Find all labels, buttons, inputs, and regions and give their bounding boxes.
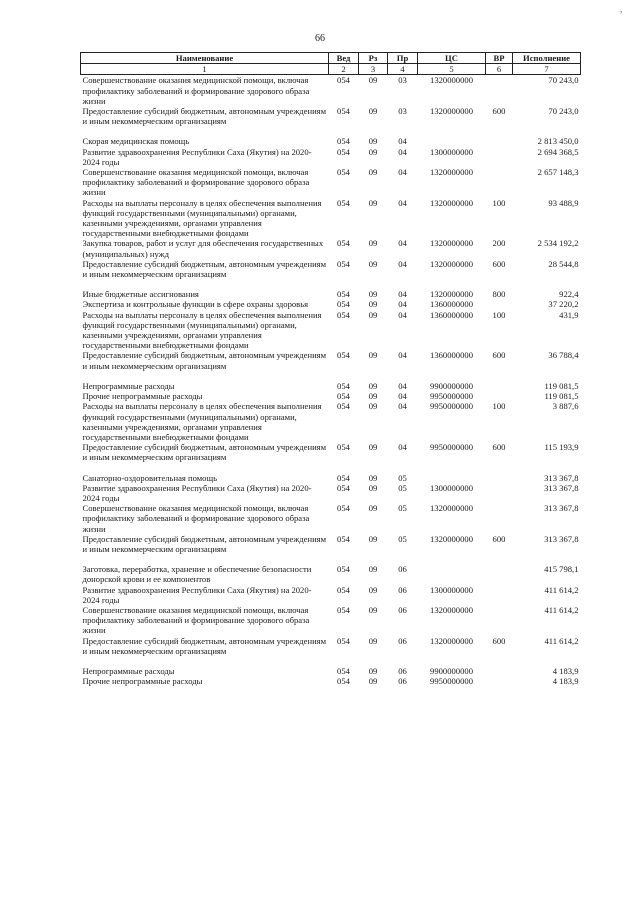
row-vr xyxy=(486,473,513,483)
row-cs xyxy=(418,564,486,584)
row-vr xyxy=(486,564,513,584)
row-pr: 05 xyxy=(398,472,407,483)
table-row xyxy=(81,503,581,534)
row-rz: 09 xyxy=(368,136,378,147)
row-pr: 06 xyxy=(398,564,407,575)
row-rz: 09 xyxy=(368,604,378,615)
row-cs: 1360000000 xyxy=(430,309,473,320)
row-amount: 115 193,9 xyxy=(544,442,579,453)
row-ved: 054 xyxy=(337,564,350,575)
row-pr: 04 xyxy=(398,136,407,147)
column-number: 1 xyxy=(81,64,329,75)
table-row xyxy=(81,381,581,391)
row-vr: 600 xyxy=(492,442,506,453)
row-rz: 09 xyxy=(368,482,378,493)
table-row xyxy=(81,564,581,584)
row-pr: 04 xyxy=(398,289,407,300)
table-row xyxy=(81,483,581,503)
row-vr xyxy=(486,75,513,106)
row-name: Иные бюджетные ассигнования xyxy=(82,289,199,300)
row-rz: 09 xyxy=(368,75,378,86)
row-name: Совершенствование оказания медицинской помощи, включая профилактику заболеваний и формирование здорового образа жизни xyxy=(82,604,310,636)
row-rz: 09 xyxy=(368,309,378,320)
column-number: 3 xyxy=(359,64,388,75)
table-row xyxy=(81,75,581,106)
row-vr: 800 xyxy=(492,289,506,300)
table-row xyxy=(81,136,581,146)
row-pr: 04 xyxy=(398,309,407,320)
table-row xyxy=(81,238,581,258)
row-name: Расходы на выплаты персоналу в целях обеспечения выполнения функций государственными (муниципальными) органами, казенными учреждениями, органами управления государственными внебюджетными фондами xyxy=(82,309,322,351)
row-cs: 9900000000 xyxy=(430,380,473,391)
row-spacer xyxy=(81,126,581,136)
row-name: Развитие здравоохранения Республики Саха (Якутия) на 2020-2024 годы xyxy=(82,584,312,605)
row-cs: 1360000000 xyxy=(430,350,473,361)
row-amount: 119 081,5 xyxy=(544,380,579,391)
row-name: Заготовка, переработка, хранение и обеспечение безопасности донорской крови и ее компонентов xyxy=(82,564,312,585)
row-ved: 054 xyxy=(337,533,350,544)
column-number: 5 xyxy=(418,64,486,75)
row-cs: 9900000000 xyxy=(430,665,473,676)
row-amount: 119 081,5 xyxy=(544,391,579,402)
row-pr: 04 xyxy=(398,258,407,269)
row-vr: 100 xyxy=(492,197,506,208)
row-rz: 09 xyxy=(368,106,378,117)
table-row xyxy=(81,401,581,442)
row-rz: 09 xyxy=(368,350,378,361)
row-vr xyxy=(486,585,513,605)
row-cs: 1320000000 xyxy=(430,238,473,249)
row-ved: 054 xyxy=(337,309,350,320)
row-name: Непрограммные расходы xyxy=(82,380,175,391)
row-amount: 2 694 368,5 xyxy=(537,146,579,157)
spacer-cell xyxy=(81,371,581,381)
row-amount: 2 813 450,0 xyxy=(537,136,579,147)
column-number: 4 xyxy=(388,64,418,75)
row-pr: 05 xyxy=(398,533,407,544)
row-amount: 922,4 xyxy=(559,289,579,300)
row-pr: 04 xyxy=(398,350,407,361)
row-spacer xyxy=(81,371,581,381)
row-ved: 054 xyxy=(337,289,350,300)
table-row xyxy=(81,585,581,605)
row-amount: 313 367,8 xyxy=(544,533,579,544)
row-rz: 09 xyxy=(368,238,378,249)
row-name: Совершенствование оказания медицинской помощи, включая профилактику заболеваний и формирование здорового образа жизни xyxy=(82,167,310,198)
table-row xyxy=(81,167,581,198)
row-amount: 93 488,9 xyxy=(548,197,579,208)
row-rz: 09 xyxy=(368,635,378,646)
table-row xyxy=(81,350,581,370)
row-name: Экспертиза и контрольные функции в сфере охраны здоровья xyxy=(82,299,309,310)
row-vr: 600 xyxy=(492,533,506,544)
row-pr: 06 xyxy=(398,635,407,646)
row-pr: 04 xyxy=(398,401,407,412)
table-row xyxy=(81,106,581,126)
header-name: Наименование xyxy=(81,53,329,64)
row-ved: 054 xyxy=(337,472,350,483)
row-name: Предоставление субсидий бюджетным, автономным учреждениям и иным некоммерческим организациям xyxy=(82,106,327,127)
row-vr: 100 xyxy=(492,309,506,320)
header-number-row xyxy=(81,64,581,75)
spacer-cell xyxy=(81,656,581,666)
row-rz: 09 xyxy=(368,391,378,402)
header-cs: ЦС xyxy=(418,53,486,64)
row-ved: 054 xyxy=(337,665,350,676)
row-name: Развитие здравоохранения Республики Саха (Якутия) на 2020-2024 годы xyxy=(82,146,312,167)
row-rz: 09 xyxy=(368,146,378,157)
row-amount: 70 243,0 xyxy=(548,75,579,86)
row-ved: 054 xyxy=(337,604,350,615)
row-vr xyxy=(486,391,513,401)
row-cs: 1300000000 xyxy=(430,146,473,157)
page-number: 66 xyxy=(315,33,325,44)
row-ved: 054 xyxy=(337,503,350,514)
row-amount: 313 367,8 xyxy=(544,503,579,514)
table-row xyxy=(81,676,581,686)
row-rz: 09 xyxy=(368,380,378,391)
row-cs: 1320000000 xyxy=(430,533,473,544)
header-vr: ВР xyxy=(486,53,513,64)
row-amount: 313 367,8 xyxy=(544,472,579,483)
row-cs: 1320000000 xyxy=(430,197,473,208)
row-ved: 054 xyxy=(337,401,350,412)
table-row xyxy=(81,442,581,462)
row-ved: 054 xyxy=(337,197,350,208)
row-amount: 36 788,4 xyxy=(548,350,579,361)
row-name: Предоставление субсидий бюджетным, автономным учреждениям и иным некоммерческим организациям xyxy=(82,635,327,656)
row-rz: 09 xyxy=(368,289,378,300)
row-cs: 1320000000 xyxy=(430,289,473,300)
row-spacer xyxy=(81,279,581,289)
row-name: Закупка товаров, работ и услуг для обеспечения государственных (муниципальных) нужд xyxy=(82,238,324,259)
row-rz: 09 xyxy=(368,258,378,269)
row-cs: 1320000000 xyxy=(430,167,473,178)
table-row xyxy=(81,147,581,167)
row-vr xyxy=(486,299,513,309)
table-row xyxy=(81,605,581,636)
row-ved: 054 xyxy=(337,258,350,269)
row-spacer xyxy=(81,463,581,473)
row-vr: 200 xyxy=(492,238,506,249)
row-name: Совершенствование оказания медицинской помощи, включая профилактику заболеваний и формирование здорового образа жизни xyxy=(82,75,310,106)
table-row xyxy=(81,299,581,309)
table-row xyxy=(81,259,581,279)
row-rz: 09 xyxy=(368,167,378,178)
row-vr: 600 xyxy=(492,350,506,361)
header-amount: Исполнение xyxy=(513,53,581,64)
row-pr: 05 xyxy=(398,482,407,493)
row-cs xyxy=(418,473,486,483)
row-cs: 1320000000 xyxy=(430,503,473,514)
row-cs: 9950000000 xyxy=(430,676,473,687)
spacer-cell xyxy=(81,463,581,473)
row-amount: 70 243,0 xyxy=(548,106,579,117)
row-name: Расходы на выплаты персоналу в целях обеспечения выполнения функций государственными (муниципальными) органами, казенными учреждениями, органами управления государственными внебюджетными фондами xyxy=(82,401,322,442)
row-amount: 415 798,1 xyxy=(544,564,579,575)
row-cs: 1320000000 xyxy=(430,604,473,615)
row-pr: 03 xyxy=(398,75,407,86)
row-rz: 09 xyxy=(368,665,378,676)
row-amount: 411 614,2 xyxy=(544,604,579,615)
row-vr: 600 xyxy=(492,635,506,646)
row-vr xyxy=(486,605,513,636)
row-vr: 600 xyxy=(492,258,506,269)
row-rz: 09 xyxy=(368,401,378,412)
row-rz: 09 xyxy=(368,442,378,453)
row-ved: 054 xyxy=(337,676,350,687)
row-amount: 2 657 148,3 xyxy=(537,167,579,178)
row-ved: 054 xyxy=(337,380,350,391)
row-name: Прочие непрограммные расходы xyxy=(82,676,203,687)
row-vr xyxy=(486,503,513,534)
row-name: Расходы на выплаты персоналу в целях обеспечения выполнения функций государственными (муниципальными) органами, казенными учреждениями, органами управления государственными внебюджетными фондами xyxy=(82,197,322,239)
row-name: Совершенствование оказания медицинской помощи, включая профилактику заболеваний и формирование здорового образа жизни xyxy=(82,503,310,534)
row-name: Предоставление субсидий бюджетным, автономным учреждениям и иным некоммерческим организациям xyxy=(82,442,327,463)
row-name: Предоставление субсидий бюджетным, автономным учреждениям и иным некоммерческим организациям xyxy=(82,350,327,371)
row-pr: 04 xyxy=(398,442,407,453)
row-amount: 37 220,2 xyxy=(548,299,579,310)
row-vr xyxy=(486,666,513,676)
row-ved: 054 xyxy=(337,482,350,493)
row-ved: 054 xyxy=(337,146,350,157)
table-row xyxy=(81,666,581,676)
row-ved: 054 xyxy=(337,106,350,117)
row-rz: 09 xyxy=(368,299,378,310)
table-row xyxy=(81,310,581,351)
header-pr: Пр xyxy=(388,53,418,64)
row-vr xyxy=(486,381,513,391)
row-amount: 431,9 xyxy=(559,309,579,320)
row-cs: 1320000000 xyxy=(430,258,473,269)
row-cs: 1320000000 xyxy=(430,106,473,117)
row-pr: 04 xyxy=(398,299,407,310)
row-pr: 04 xyxy=(398,167,407,178)
table-row xyxy=(81,473,581,483)
row-name: Предоставление субсидий бюджетным, автономным учреждениям и иным некоммерческим организациям xyxy=(82,258,327,280)
row-ved: 054 xyxy=(337,584,350,595)
table-row xyxy=(81,534,581,554)
row-cs: 9950000000 xyxy=(430,391,473,402)
row-name: Непрограммные расходы xyxy=(82,665,175,676)
row-vr xyxy=(486,483,513,503)
row-cs: 1300000000 xyxy=(430,584,473,595)
spacer-cell xyxy=(81,279,581,289)
row-amount: 28 544,8 xyxy=(548,258,579,269)
row-ved: 054 xyxy=(337,238,350,249)
row-cs: 1320000000 xyxy=(430,635,473,646)
row-cs: 1360000000 xyxy=(430,299,473,310)
row-ved: 054 xyxy=(337,299,350,310)
row-amount: 4 183,9 xyxy=(552,665,579,676)
row-cs: 1320000000 xyxy=(430,75,473,86)
row-pr: 04 xyxy=(398,380,407,391)
table-row xyxy=(81,391,581,401)
row-vr: 600 xyxy=(492,106,506,117)
row-amount: 3 887,6 xyxy=(552,401,579,412)
header-ved: Вед xyxy=(329,53,359,64)
row-cs: 1300000000 xyxy=(430,482,473,493)
row-amount: 4 183,9 xyxy=(552,676,579,687)
row-ved: 054 xyxy=(337,442,350,453)
row-vr: 100 xyxy=(492,401,506,412)
table-row xyxy=(81,289,581,299)
row-cs: 9950000000 xyxy=(430,442,473,453)
row-name: Скорая медицинская помощь xyxy=(82,136,190,147)
row-rz: 09 xyxy=(368,472,378,483)
corner-mark: , xyxy=(620,4,623,14)
row-rz: 09 xyxy=(368,197,378,208)
column-number: 6 xyxy=(486,64,513,75)
row-vr xyxy=(486,167,513,198)
spacer-cell xyxy=(81,126,581,136)
column-number: 7 xyxy=(513,64,581,75)
row-ved: 054 xyxy=(337,350,350,361)
row-ved: 054 xyxy=(337,391,350,402)
row-pr: 05 xyxy=(398,503,407,514)
header-rz: Рз xyxy=(359,53,388,64)
row-cs xyxy=(418,136,486,146)
table-row xyxy=(81,198,581,239)
row-name: Прочие непрограммные расходы xyxy=(82,391,203,402)
row-amount: 313 367,8 xyxy=(544,482,579,493)
row-spacer xyxy=(81,554,581,564)
row-pr: 03 xyxy=(398,106,407,117)
row-rz: 09 xyxy=(368,533,378,544)
row-pr: 04 xyxy=(398,238,407,249)
row-pr: 04 xyxy=(398,146,407,157)
row-vr xyxy=(486,676,513,686)
row-pr: 06 xyxy=(398,676,407,687)
row-rz: 09 xyxy=(368,584,378,595)
row-ved: 054 xyxy=(337,75,350,86)
row-amount: 2 534 192,2 xyxy=(537,238,579,249)
row-name: Санаторно-оздоровительная помощь xyxy=(82,472,217,483)
spacer-cell xyxy=(81,554,581,564)
row-rz: 09 xyxy=(368,503,378,514)
row-rz: 09 xyxy=(368,564,378,575)
row-pr: 06 xyxy=(398,584,407,595)
row-pr: 04 xyxy=(398,391,407,402)
budget-table xyxy=(80,52,581,686)
row-pr: 06 xyxy=(398,604,407,615)
row-name: Развитие здравоохранения Республики Саха (Якутия) на 2020-2024 годы xyxy=(82,482,312,503)
row-pr: 06 xyxy=(398,665,407,676)
row-ved: 054 xyxy=(337,635,350,646)
row-ved: 054 xyxy=(337,167,350,178)
row-rz: 09 xyxy=(368,676,378,687)
row-pr: 04 xyxy=(398,197,407,208)
row-cs: 9950000000 xyxy=(430,401,473,412)
header-row xyxy=(81,53,581,64)
row-vr xyxy=(486,147,513,167)
row-name: Предоставление субсидий бюджетным, автономным учреждениям и иным некоммерческим организациям xyxy=(82,533,327,554)
row-spacer xyxy=(81,656,581,666)
row-amount: 411 614,2 xyxy=(544,635,579,646)
row-vr xyxy=(486,136,513,146)
table-row xyxy=(81,636,581,656)
column-number: 2 xyxy=(329,64,359,75)
row-amount: 411 614,2 xyxy=(544,584,579,595)
row-ved: 054 xyxy=(337,136,350,147)
